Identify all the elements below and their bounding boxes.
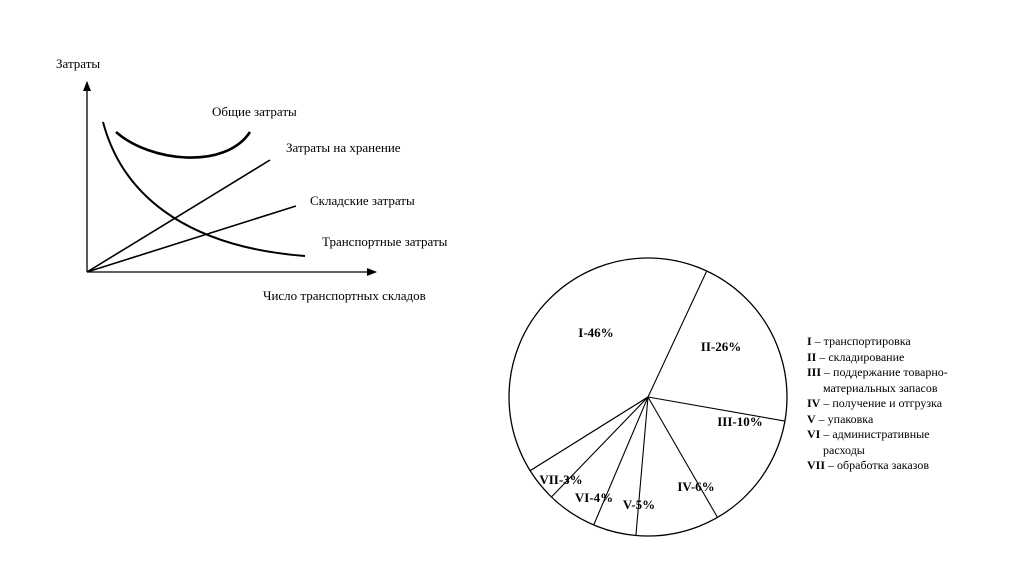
legend-text-continuation: расходы xyxy=(823,442,865,457)
legend-item-4 xyxy=(807,396,1017,412)
series-total-cost-line xyxy=(116,132,250,158)
x-axis-label: Число транспортных складов xyxy=(263,288,426,303)
legend-text: – складирование xyxy=(816,349,905,364)
legend-item-6 xyxy=(807,427,1017,443)
legend-text: – транспортировка xyxy=(811,334,911,348)
pie-slice-label-7: VII-3% xyxy=(539,472,583,487)
series-storage-cost-line xyxy=(87,160,270,272)
pie-slice-boundary xyxy=(636,397,648,536)
legend-code: VII xyxy=(807,458,826,472)
legend-text: – получение и отгрузка xyxy=(820,396,943,410)
legend-text: – поддержание товарно- xyxy=(821,365,948,379)
pie-slice-label-2: II-26% xyxy=(700,339,742,354)
pie-chart xyxy=(509,258,787,536)
series-label-warehouse: Складские затраты xyxy=(310,193,415,208)
series-warehouse-cost-line xyxy=(87,206,296,272)
pie-slice-label-4: IV-6% xyxy=(677,479,715,494)
legend-item-1 xyxy=(807,334,1017,350)
legend-text: – упаковка xyxy=(815,411,874,426)
pie-slice-boundary xyxy=(648,397,718,517)
legend-text: – административные xyxy=(820,427,930,441)
series-label-storage: Затраты на хранение xyxy=(286,140,401,155)
series-label-total: Общие затраты xyxy=(212,104,297,119)
pie-slice-boundary xyxy=(648,271,707,397)
legend-code: VI xyxy=(807,427,821,441)
pie-legend xyxy=(807,334,1017,474)
legend-code: IV xyxy=(807,396,821,410)
legend-item-7 xyxy=(807,458,1017,474)
legend-text: – обработка заказов xyxy=(825,458,929,472)
series-label-transport: Транспортные затраты xyxy=(322,234,448,249)
pie-slice-label-3: III-10% xyxy=(717,414,763,429)
pie-slice-label-6: VI-4% xyxy=(574,490,614,505)
legend-item-3 xyxy=(807,365,1017,381)
legend-code: III xyxy=(807,365,822,379)
legend-text-continuation: материальных запасов xyxy=(823,380,938,395)
series-transport-cost-line xyxy=(103,122,305,256)
y-axis-label: Затраты xyxy=(56,56,101,71)
legend-code: V xyxy=(807,411,816,426)
legend-item-5 xyxy=(807,412,1017,428)
pie-slice-label-1: I-46% xyxy=(578,325,614,340)
pie-slice-boundary xyxy=(530,397,648,471)
pie-slice-label-5: V-5% xyxy=(622,497,656,512)
cost-chart xyxy=(56,56,448,303)
legend-code: I xyxy=(807,334,812,348)
legend-code: II xyxy=(807,349,817,364)
legend-item-2 xyxy=(807,350,1017,366)
